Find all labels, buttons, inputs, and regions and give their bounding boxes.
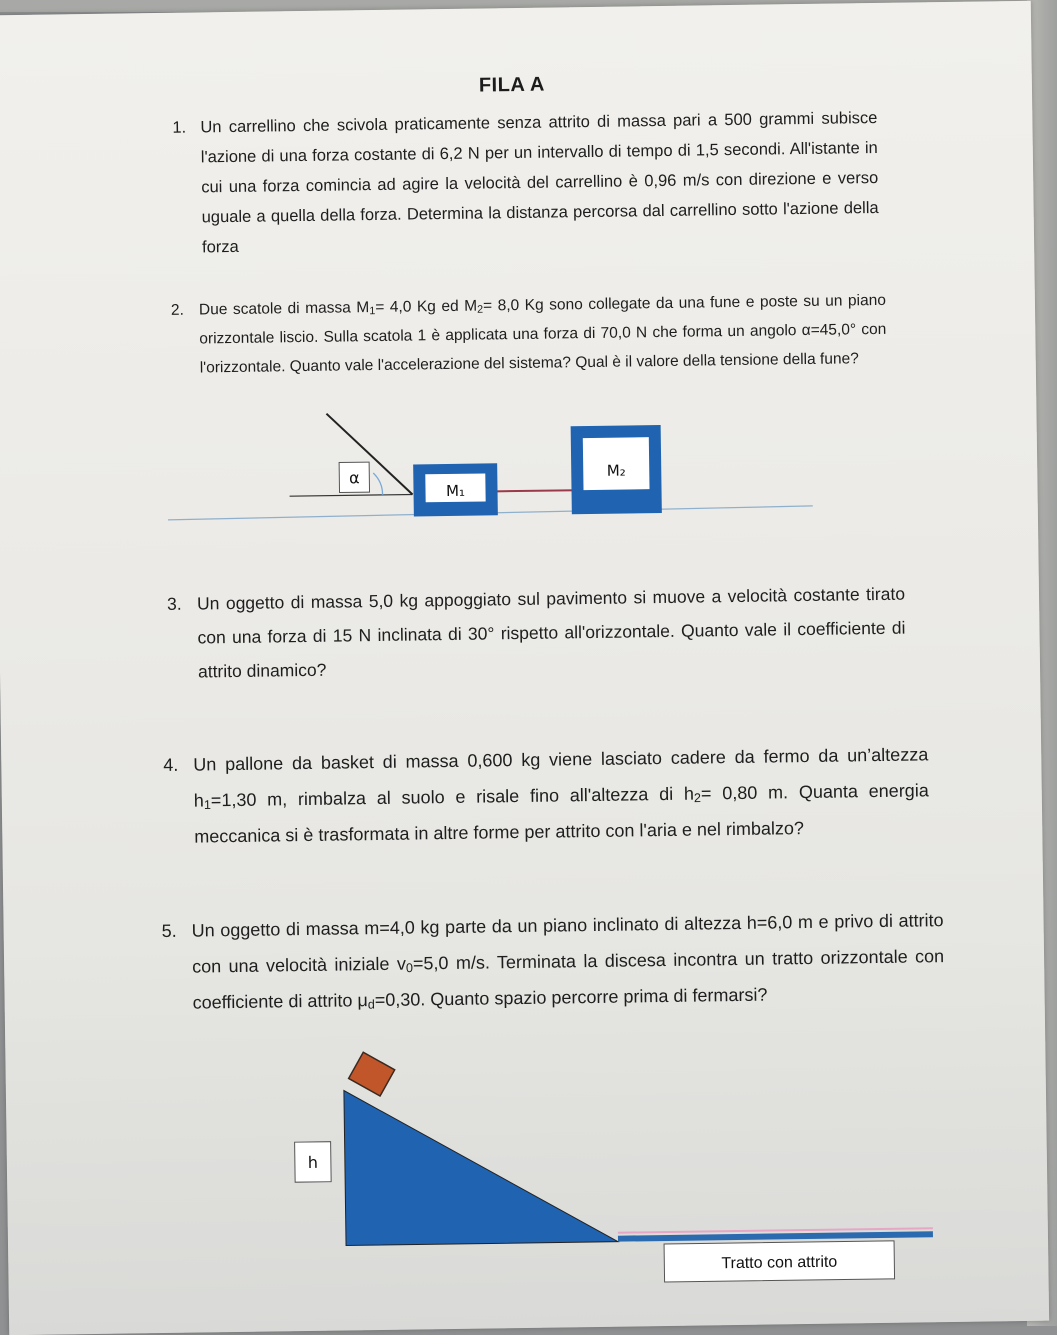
question-text: Un carrellino che scivola praticamente senza attrito di massa pari a 500 grammi subisce l'azione di una forza costante di 6,2 N per un intervallo di tempo di 1,5 secondi. All'istante in cui una forza comincia ad agire la velocità del carrellino è 0,96 m/s con direzione e verso uguale a quella della forza. Determina la distanza percorsa dal carrellino sotto l'azione della forza xyxy=(200,108,879,257)
worksheet-title: FILA A xyxy=(478,73,545,97)
box-m2-label: M₂ xyxy=(606,461,626,480)
question-5 xyxy=(161,902,945,1013)
question-text: Un oggetto di massa m=4,0 kg parte da un piano inclinato di altezza h=6,0 m e privo di attrito con una velocità iniziale $v_0=5,0$ m/s. Terminata la discesa incontra un tratto orizzontale con coefficiente di attrito $\mu_d=0,30$. Quanto spazio percorre prima di fermarsi? xyxy=(191,910,945,1013)
box-m1-label: M₁ xyxy=(445,481,466,501)
question-3 xyxy=(166,577,906,682)
question-number: 2. xyxy=(170,301,185,319)
incline-diagram xyxy=(285,1037,938,1296)
two-boxes-diagram xyxy=(166,399,818,533)
alpha-label: α xyxy=(348,468,360,488)
height-label: h xyxy=(307,1152,319,1173)
question-number: 4. xyxy=(163,754,179,775)
question-2 xyxy=(170,286,887,377)
question-number: 1. xyxy=(172,118,187,137)
question-text: Due scatole di massa $M_1= 4,0$ Kg ed $M_2= 8,0$ Kg sono collegate da una fune e poste su un piano orizzontale liscio. Sulla scatola 1 è applicata una forza di 70,0 N che forma un angolo α=45,0° con l'orizzontale. Quanto vale l'accelerazione del sistema? Qual è il valore della tensione della fune? xyxy=(198,291,887,377)
question-text: Un pallone da basket di massa 0,600 kg viene lasciato cadere da fermo da un’altezza $h_1=1,30$ m, rimbalza al suolo e risale fino all'altezza di $h_2= 0,80$ m. Quanta energia meccanica si è trasformata in altre forme per attrito con l'aria e nel rimbalzo? xyxy=(193,744,929,847)
angle-arc xyxy=(373,473,382,495)
question-number: 3. xyxy=(166,593,182,614)
horizontal-reference-line xyxy=(290,494,413,496)
question-1 xyxy=(172,103,879,257)
question-number: 5. xyxy=(161,920,177,942)
sliding-block xyxy=(349,1052,395,1096)
question-4 xyxy=(163,736,929,847)
worksheet-page xyxy=(0,1,1049,1335)
incline-plane xyxy=(344,1087,618,1246)
friction-label: Tratto con attrito xyxy=(721,1253,838,1273)
rope-line xyxy=(496,490,576,491)
question-text: Un oggetto di massa 5,0 kg appoggiato sul pavimento si muove a velocità costante tirato con una forza di 15 N inclinata di 30° rispetto all'orizzontale. Quanto vale il coefficiente di attrito dinamico? xyxy=(196,583,906,682)
